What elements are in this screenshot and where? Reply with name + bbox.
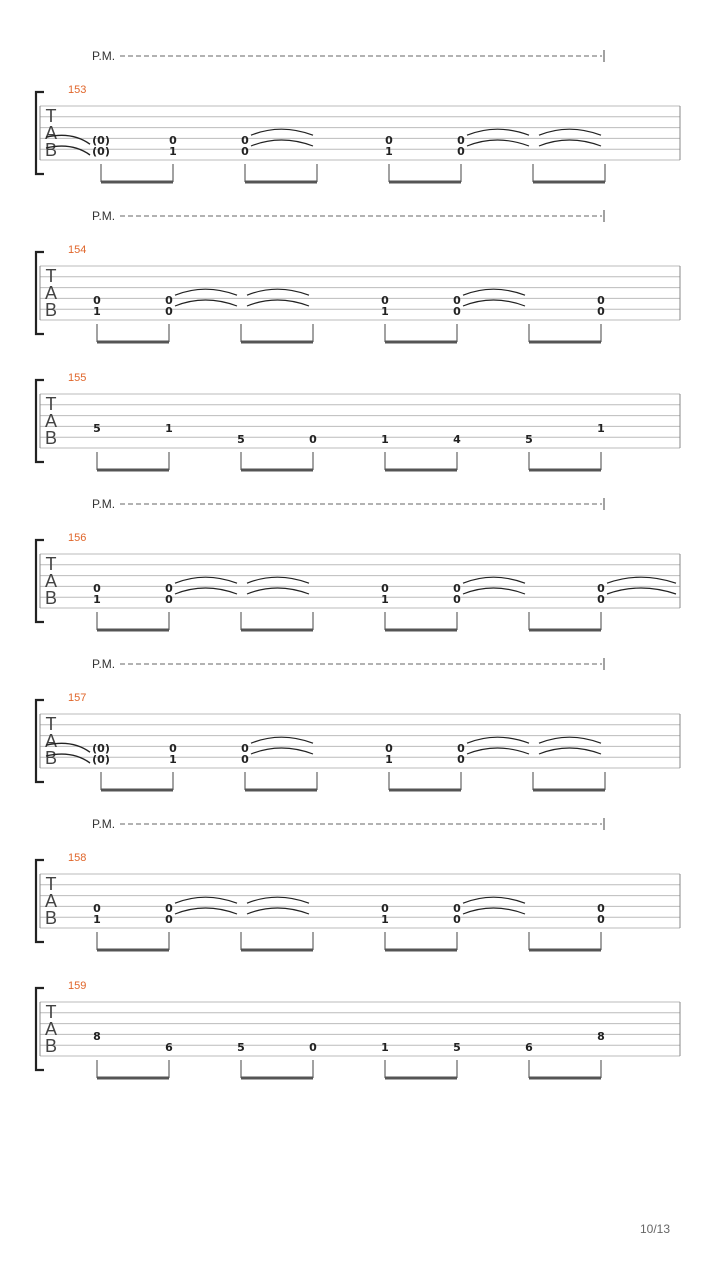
fret-number: 1: [381, 913, 389, 926]
tie-arc: [247, 908, 309, 914]
measure-number: 156: [68, 532, 87, 544]
fret-number: 1: [93, 305, 101, 318]
tab-clef-letter: T: [45, 554, 57, 574]
tie-arc: [175, 908, 237, 914]
fret-number: 1: [597, 422, 605, 436]
tie-arc: [251, 129, 313, 135]
tie-arc: [463, 577, 525, 583]
tie-arc: [247, 300, 309, 306]
page-number: 10/13: [640, 1222, 671, 1236]
fret-number: 1: [165, 422, 173, 436]
tie-arc: [251, 748, 313, 754]
tie-arc: [247, 588, 309, 594]
fret-number: 1: [93, 913, 101, 926]
tie-arc: [175, 289, 237, 295]
tie-arc: [539, 129, 601, 135]
fret-number: (0): [92, 742, 110, 756]
fret-number: 0: [597, 913, 605, 926]
tab-clef-letter: T: [45, 714, 57, 734]
tab-clef-letter: T: [45, 1002, 57, 1022]
tie-arc: [463, 588, 525, 594]
tab-system: [36, 817, 680, 950]
fret-number: 1: [381, 433, 389, 446]
tie-arc: [467, 140, 529, 146]
fret-number: 0: [169, 134, 177, 148]
tab-system: [36, 657, 680, 790]
fret-number: 0: [453, 305, 461, 318]
tie-arc: [539, 748, 601, 754]
palm-mute-label: P.M.: [92, 497, 116, 511]
fret-number: (0): [92, 145, 110, 158]
fret-number: 0: [457, 134, 465, 148]
fret-number: 0: [165, 593, 173, 606]
tie-arc: [467, 748, 529, 754]
palm-mute-label: P.M.: [92, 817, 116, 831]
fret-number: 0: [597, 294, 605, 308]
fret-number: 1: [169, 145, 177, 158]
palm-mute-label: P.M.: [92, 49, 116, 63]
fret-number: 0: [93, 582, 101, 596]
fret-number: 0: [453, 902, 461, 916]
tab-clef-letter: T: [45, 874, 57, 894]
fret-number: 0: [597, 902, 605, 916]
tie-arc: [251, 140, 313, 146]
measure-number: 155: [68, 372, 87, 384]
tab-system: [36, 49, 680, 182]
fret-number: (0): [92, 134, 110, 148]
tie-arc: [175, 588, 237, 594]
fret-number: 0: [241, 145, 249, 158]
tie-arc: [463, 908, 525, 914]
palm-mute-label: P.M.: [92, 209, 116, 223]
fret-number: 0: [457, 742, 465, 756]
tie-arc: [607, 588, 676, 594]
fret-number: 0: [241, 134, 249, 148]
palm-mute-label: P.M.: [92, 657, 116, 671]
fret-number: 5: [93, 422, 101, 436]
tie-arc: [463, 289, 525, 295]
fret-number: 0: [457, 145, 465, 158]
fret-number: 0: [241, 742, 249, 756]
fret-number: 6: [525, 1041, 533, 1054]
fret-number: 0: [381, 902, 389, 916]
fret-number: 1: [381, 1041, 389, 1054]
fret-number: 5: [237, 433, 245, 446]
tab-clef-letter: B: [44, 300, 58, 320]
fret-number: 0: [309, 433, 317, 446]
tab-clef-letter: A: [44, 731, 58, 751]
fret-number: 0: [165, 582, 173, 596]
fret-number: 0: [309, 1041, 317, 1054]
tie-arc: [539, 140, 601, 146]
fret-number: 0: [457, 753, 465, 766]
tab-clef-letter: A: [44, 411, 58, 431]
fret-number: 0: [453, 294, 461, 308]
tie-arc: [467, 737, 529, 743]
fret-number: 1: [385, 753, 393, 766]
fret-number: 0: [93, 902, 101, 916]
tab-clef-letter: A: [44, 1019, 58, 1039]
tie-arc: [247, 897, 309, 903]
fret-number: 5: [237, 1041, 245, 1054]
fret-number: 0: [165, 902, 173, 916]
fret-number: 0: [385, 742, 393, 756]
tab-clef-letter: B: [44, 908, 58, 928]
fret-number: 0: [597, 305, 605, 318]
tie-arc: [247, 289, 309, 295]
tab-clef-letter: T: [45, 266, 57, 286]
tab-clef-letter: A: [44, 571, 58, 591]
tie-arc: [607, 577, 676, 583]
fret-number: 6: [165, 1041, 173, 1054]
fret-number: 0: [169, 742, 177, 756]
tab-system: [36, 209, 680, 342]
tab-clef-letter: A: [44, 283, 58, 303]
tab-clef-letter: B: [44, 428, 58, 448]
fret-number: (0): [92, 753, 110, 766]
fret-number: 0: [93, 294, 101, 308]
tie-arc: [175, 300, 237, 306]
tie-arc: [251, 737, 313, 743]
fret-number: 1: [381, 305, 389, 318]
fret-number: 0: [165, 305, 173, 318]
tie-arc: [175, 897, 237, 903]
tab-clef-letter: B: [44, 1036, 58, 1056]
measure-number: 157: [68, 692, 87, 704]
tab-system: [36, 980, 680, 1078]
fret-number: 0: [165, 913, 173, 926]
tab-system: [36, 497, 680, 630]
fret-number: 5: [525, 433, 533, 446]
tab-clef-letter: T: [45, 106, 57, 126]
fret-number: 1: [385, 145, 393, 158]
measure-number: 154: [68, 244, 87, 256]
fret-number: 1: [381, 593, 389, 606]
measure-number: 153: [68, 84, 87, 96]
fret-number: 0: [165, 294, 173, 308]
tab-clef-letter: B: [44, 748, 58, 768]
tab-clef-letter: T: [45, 394, 57, 414]
measure-number: 159: [68, 980, 87, 992]
fret-number: 0: [381, 582, 389, 596]
tab-clef-letter: B: [44, 588, 58, 608]
fret-number: 4: [453, 433, 461, 446]
measure-number: 158: [68, 852, 87, 864]
fret-number: 5: [453, 1041, 461, 1054]
tie-arc: [175, 577, 237, 583]
tie-arc: [467, 129, 529, 135]
fret-number: 0: [453, 913, 461, 926]
fret-number: 0: [241, 753, 249, 766]
fret-number: 0: [597, 593, 605, 606]
tab-clef-letter: A: [44, 123, 58, 143]
tab-clef-letter: A: [44, 891, 58, 911]
tie-arc: [247, 577, 309, 583]
fret-number: 1: [93, 593, 101, 606]
fret-number: 0: [597, 582, 605, 596]
fret-number: 0: [453, 593, 461, 606]
tie-arc: [463, 300, 525, 306]
fret-number: 0: [381, 294, 389, 308]
tab-system: [36, 372, 680, 470]
fret-number: 8: [93, 1030, 101, 1044]
tie-arc: [463, 897, 525, 903]
fret-number: 0: [385, 134, 393, 148]
fret-number: 0: [453, 582, 461, 596]
tab-clef-letter: B: [44, 140, 58, 160]
tie-arc: [539, 737, 601, 743]
fret-number: 8: [597, 1030, 605, 1044]
fret-number: 1: [169, 753, 177, 766]
